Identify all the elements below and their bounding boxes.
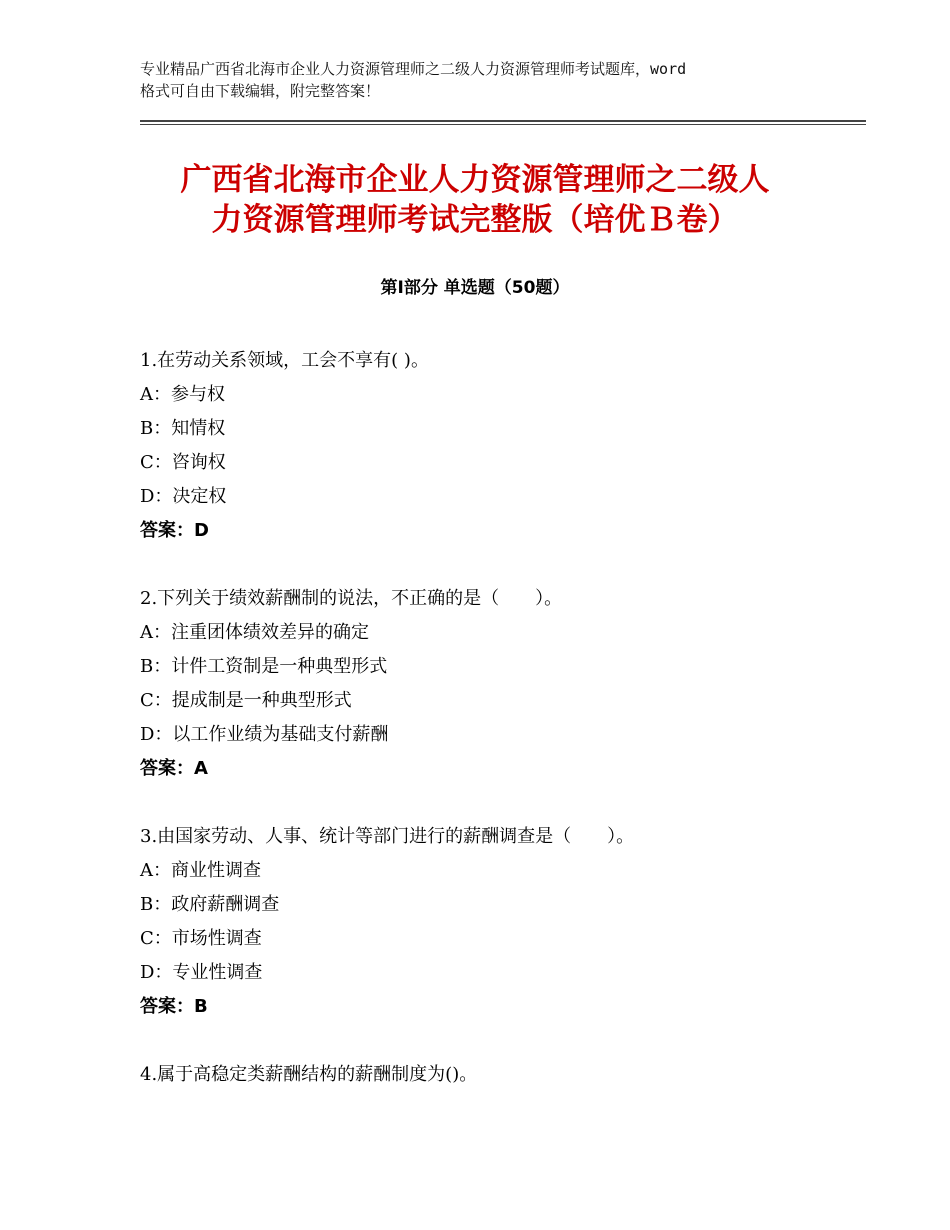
option-d: D：专业性调查 [140,962,263,983]
option-a: A：商业性调查 [140,860,261,881]
answer: 答案：B [140,996,208,1017]
question-stem: 3.由国家劳动、人事、统计等部门进行的薪酬调查是（ ）。 [140,826,635,847]
header-divider-thick [140,120,866,122]
answer: 答案：D [140,520,209,541]
option-d: D：决定权 [140,486,227,507]
header-note-line-2: 格式可自由下载编辑，附完整答案！ [140,82,381,100]
question-list [140,344,860,1126]
header-note [140,58,830,102]
option-c: C：提成制是一种典型形式 [140,690,352,711]
question-stem: 4.属于高稳定类薪酬结构的薪酬制度为()。 [140,1064,478,1085]
header-divider-thin [140,124,866,125]
section-heading: 第Ⅰ部分 单选题（50题） [380,278,570,298]
document-title-line-2: 力资源管理师考试完整版（培优Ｂ卷） [211,202,739,238]
option-c: C：咨询权 [140,452,226,473]
document-title [100,160,850,240]
question-2 [140,582,860,786]
option-a: A：注重团体绩效差异的确定 [140,622,369,643]
document-title-line-1: 广西省北海市企业人力资源管理师之二级人 [180,162,770,198]
header-note-line-1: 专业精品广西省北海市企业人力资源管理师之二级人力资源管理师考试题库，word [140,60,687,78]
option-a: A：参与权 [140,384,225,405]
question-stem: 1.在劳动关系领域，工会不享有( )。 [140,350,429,371]
option-d: D：以工作业绩为基础支付薪酬 [140,724,389,745]
option-b: B：知情权 [140,418,226,439]
question-4 [140,1058,860,1092]
question-3 [140,820,860,1024]
question-1 [140,344,860,548]
question-stem: 2.下列关于绩效薪酬制的说法，不正确的是（ ）。 [140,588,563,609]
option-b: B：政府薪酬调查 [140,894,280,915]
option-b: B：计件工资制是一种典型形式 [140,656,388,677]
option-c: C：市场性调查 [140,928,262,949]
answer: 答案：A [140,758,208,779]
